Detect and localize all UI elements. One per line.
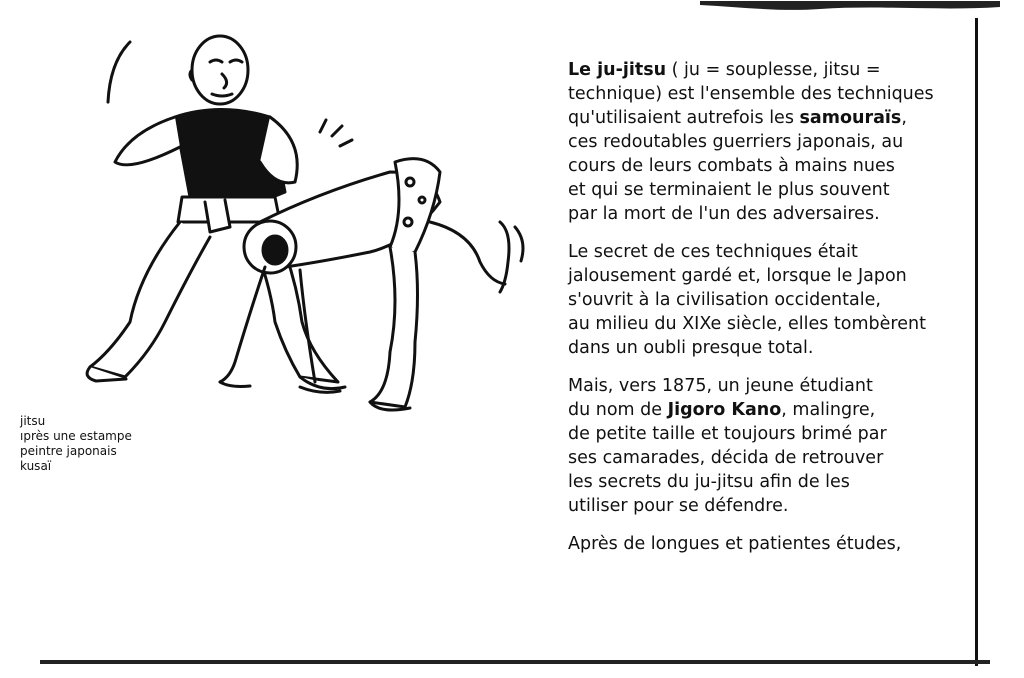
text-fragment: , — [901, 108, 907, 128]
bold-term: Jigoro Kano — [667, 400, 782, 420]
text-line: s'ouvrit à la civilisation occidentale, — [568, 290, 881, 310]
paragraph — [568, 240, 968, 360]
text-line: Le secret de ces techniques était — [568, 242, 858, 262]
text-line — [568, 398, 968, 422]
page-edge-bottom — [40, 660, 990, 664]
paragraph — [568, 532, 968, 556]
text-line: Mais, vers 1875, un jeune étudiant — [568, 376, 873, 396]
paragraph — [568, 58, 968, 226]
text-line: par la mort de l'un des adversaires. — [568, 204, 880, 224]
text-line: au milieu du XIXe siècle, elles tombèrent — [568, 314, 926, 334]
text-line: ces redoutables guerriers japonais, au — [568, 132, 904, 152]
text-line: et qui se terminaient le plus souvent — [568, 180, 890, 200]
text-line — [568, 106, 968, 130]
caption-line: peintre japonais — [20, 444, 117, 458]
text-line: utiliser pour se défendre. — [568, 496, 789, 516]
paragraph — [568, 374, 968, 518]
body-text — [568, 58, 968, 570]
caption-line: jitsu — [20, 414, 46, 428]
page-edge-right — [975, 18, 992, 666]
bold-term: samouraïs — [799, 108, 902, 128]
text-line: de petite taille et toujours brimé par — [568, 424, 887, 444]
text-line: cours de leurs combats à mains nues — [568, 156, 895, 176]
bold-term: ju-jitsu — [597, 60, 667, 80]
jujitsu-illustration — [70, 22, 550, 432]
text-line: jalousement gardé et, lorsque le Japon — [568, 266, 907, 286]
ink-smudge — [700, 0, 1000, 14]
text-fragment: qu'utilisaient autrefois les — [568, 108, 800, 128]
text-fragment: ( ju = souplesse, jitsu = — [666, 60, 881, 80]
text-line: dans un oubli presque total. — [568, 338, 814, 358]
text-line: les secrets du ju-jitsu afin de les — [568, 472, 850, 492]
text-fragment: , malingre, — [781, 400, 876, 420]
text-line — [568, 58, 968, 82]
bold-term: Le — [568, 60, 598, 80]
text-fragment: du nom de — [568, 400, 668, 420]
text-line: ses camarades, décida de retrouver — [568, 448, 884, 468]
caption-line: kusaï — [20, 459, 52, 473]
text-line: technique) est l'ensemble des techniques — [568, 84, 934, 104]
caption-line: ıprès une estampe — [20, 429, 132, 443]
illustration-caption — [20, 414, 180, 474]
text-line: Après de longues et patientes études, — [568, 534, 902, 554]
